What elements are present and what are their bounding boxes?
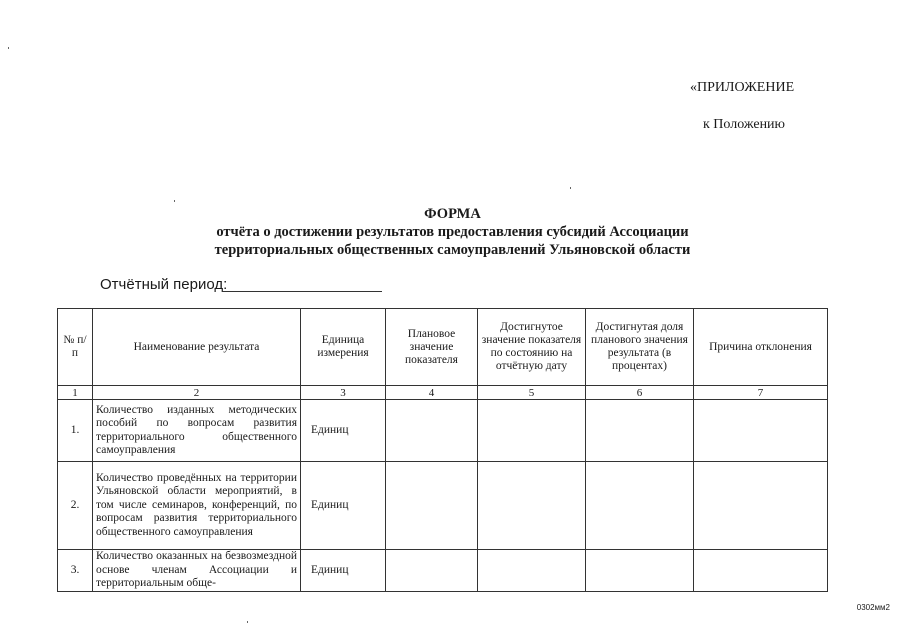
achieved-value-cell	[478, 400, 586, 462]
form-subtitle-line-1: отчёта о достижении результатов предоставления субсидий Ассоциации	[216, 224, 689, 240]
column-number: 4	[386, 386, 478, 400]
header-cell-achieved-value: Достигнутое значение показателя по состоянию на отчётную дату	[478, 309, 586, 386]
deviation-reason-cell	[694, 400, 828, 462]
reporting-period-label: Отчётный период:	[100, 276, 228, 293]
column-number: 3	[301, 386, 386, 400]
row-number: 1.	[58, 400, 93, 462]
header-cell-result-name: Наименование результата	[93, 309, 301, 386]
scan-speck	[570, 187, 571, 189]
unit-value: Единиц	[301, 400, 386, 462]
table-row	[58, 550, 828, 592]
column-number: 7	[694, 386, 828, 400]
header-cell-unit: Единица измерения	[301, 309, 386, 386]
column-number: 1	[58, 386, 93, 400]
reporting-period-blank	[222, 291, 382, 292]
unit-value: Единиц	[301, 462, 386, 550]
unit-value: Единиц	[301, 550, 386, 592]
deviation-reason-cell	[694, 462, 828, 550]
header-cell-planned-value: Плановое значение показателя	[386, 309, 478, 386]
planned-value-cell	[386, 400, 478, 462]
column-number: 5	[478, 386, 586, 400]
table-row	[58, 400, 828, 462]
table-row	[58, 462, 828, 550]
row-number: 2.	[58, 462, 93, 550]
column-number-row	[58, 386, 828, 400]
planned-value-cell	[386, 550, 478, 592]
result-name: Количество проведённых на территории Ульяновской области мероприятий, в том числе семинаров, конференций, по вопросам развития территориального общественного самоуправления	[93, 462, 301, 550]
planned-value-cell	[386, 462, 478, 550]
scan-speck	[174, 200, 175, 202]
header-cell-index: № п/п	[58, 309, 93, 386]
header-cell-deviation-reason: Причина отклонения	[694, 309, 828, 386]
form-subtitle-line-2: территориальных общественных самоуправлений Ульяновской области	[214, 242, 691, 258]
row-number: 3.	[58, 550, 93, 592]
column-number: 6	[586, 386, 694, 400]
annex-title: «ПРИЛОЖЕНИЕ	[690, 80, 795, 95]
column-number: 2	[93, 386, 301, 400]
scan-speck	[8, 47, 9, 49]
result-name: Количество оказанных на безвозмездной основе членам Ассоциации и территориальным обще-	[93, 550, 301, 592]
deviation-reason-cell	[694, 550, 828, 592]
achieved-value-cell	[478, 462, 586, 550]
results-table	[57, 308, 828, 592]
scan-speck	[247, 621, 248, 623]
result-name: Количество изданных методических пособий по вопросам развития территориального общественного самоуправления	[93, 400, 301, 462]
document-code: 0302мм2	[856, 603, 890, 612]
header-cell-achieved-share: Достигнутая доля планового значения результата (в процентах)	[586, 309, 694, 386]
achieved-value-cell	[478, 550, 586, 592]
achieved-share-cell	[586, 462, 694, 550]
achieved-share-cell	[586, 550, 694, 592]
achieved-share-cell	[586, 400, 694, 462]
form-heading: ФОРМА	[424, 206, 481, 222]
table-header-row	[58, 309, 828, 386]
annex-reference: к Положению	[703, 117, 786, 132]
